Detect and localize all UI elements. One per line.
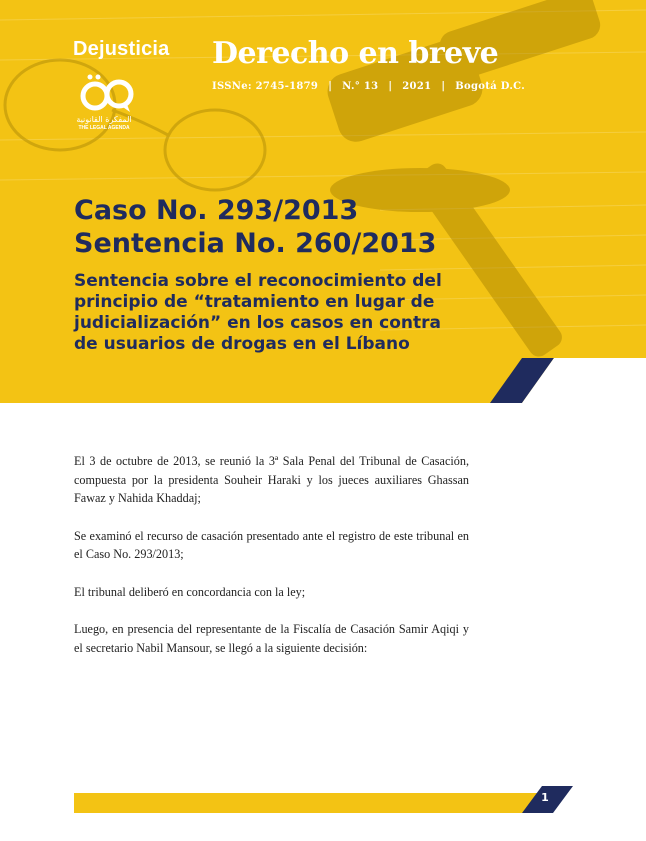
publication-city: Bogotá D.C. bbox=[455, 81, 526, 92]
footer-yellow-bar bbox=[74, 793, 539, 813]
legal-agenda-arabic-name: المفكرة القانونية bbox=[76, 115, 132, 124]
body-paragraph: Luego, en presencia del representante de la Fiscalía de Casación Samir Aqiqi y el secretario Nabil Mansour, se llegó a la siguiente decisión: bbox=[74, 622, 469, 655]
publication-year: 2021 bbox=[402, 81, 432, 92]
legal-agenda-logo-icon bbox=[80, 72, 134, 116]
page-number: 1 bbox=[541, 791, 549, 804]
dejusticia-logo-text: Dejusticia bbox=[73, 38, 170, 60]
header-banner bbox=[0, 0, 646, 403]
sentence-number: Sentencia No. 260/2013 bbox=[74, 228, 437, 259]
body-paragraph: El tribunal deliberó en concordancia con la ley; bbox=[74, 584, 306, 599]
legal-agenda-english-name: THE LEGAL AGENDA bbox=[78, 125, 130, 131]
case-subtitle: Sentencia sobre el reconocimiento del principio de “tratamiento en lugar de judicialización” en los casos en contra de usuarios de drogas en el Líbano bbox=[74, 271, 442, 354]
issn-text: ISSNe: 2745-1879 bbox=[212, 81, 319, 92]
case-number: Caso No. 293/2013 bbox=[74, 195, 359, 226]
body-paragraph: El 3 de octubre de 2013, se reunió la 3ª Sala Penal del Tribunal de Casación, compuesta por la presidenta Souheir Haraki y los jueces auxiliares Ghassan Fawaz y Nahida Khaddaj; bbox=[74, 454, 469, 505]
document-body bbox=[74, 452, 469, 676]
issue-number: N.° 13 bbox=[342, 81, 379, 92]
body-paragraph: Se examinó el recurso de casación presentado ante el registro de este tribunal en el Caso No. 293/2013; bbox=[74, 528, 469, 561]
publication-title: Derecho en breve bbox=[212, 36, 499, 71]
case-title bbox=[74, 194, 436, 260]
publication-info-row: ISSNe: 2745-1879 | N.° 13 | 2021 | Bogotá D.C. bbox=[212, 81, 526, 92]
